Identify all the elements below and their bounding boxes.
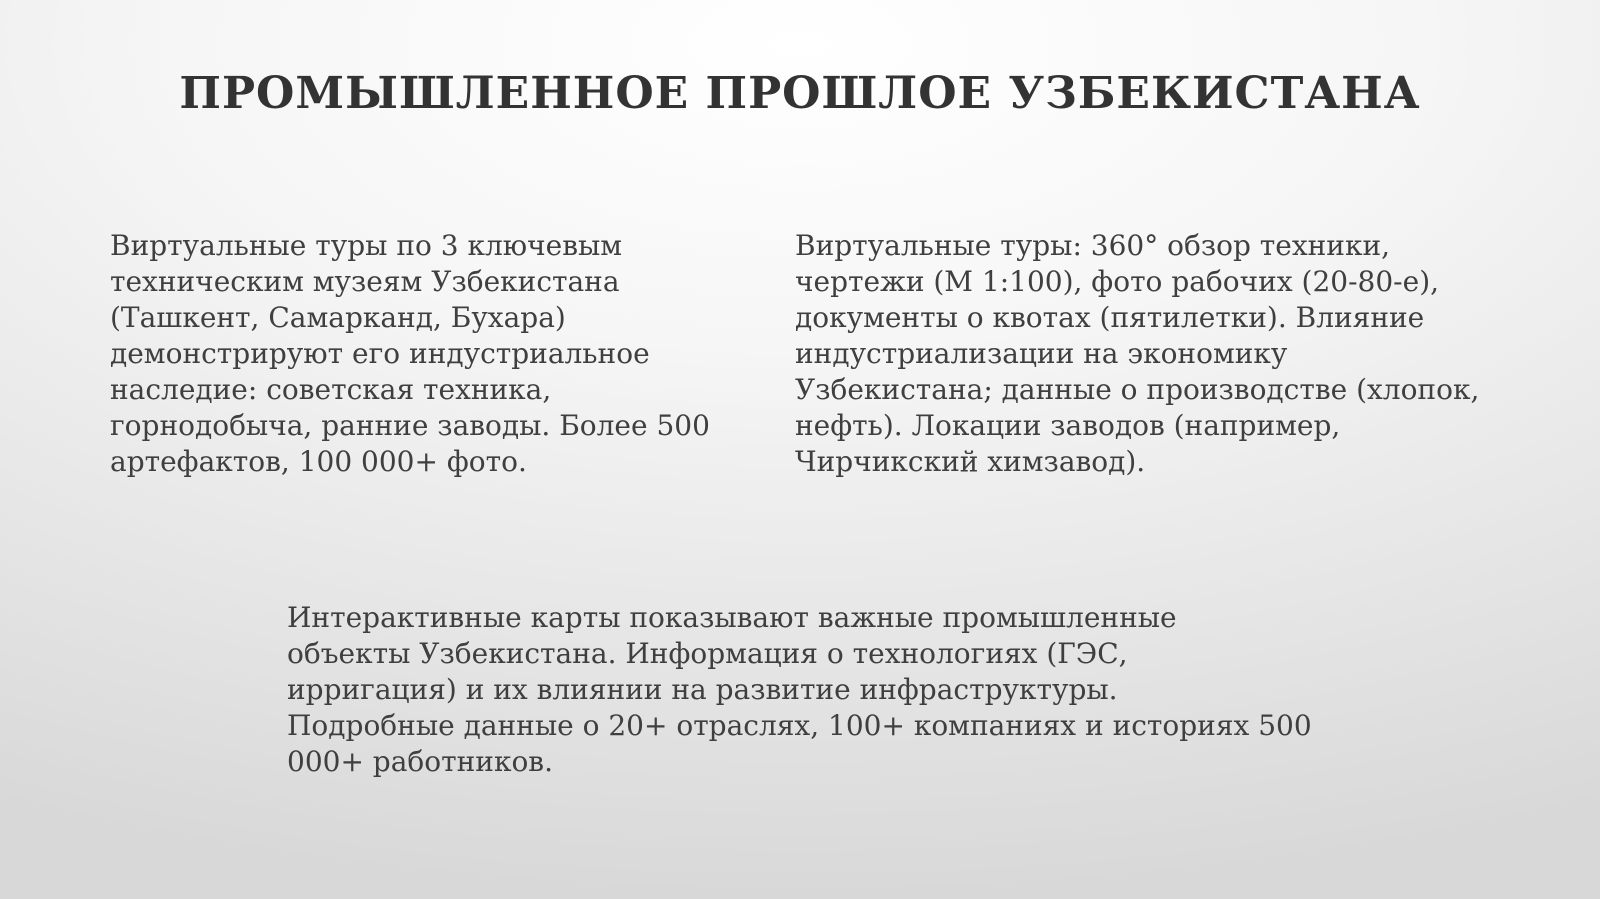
bottom-text-block: Интерактивные карты показывают важные промышленные объекты Узбекистана. Информация о технологиях (ГЭС, ирригация) и их влиянии на развитие инфраструктуры. Подробные данные о 20+ отраслях, 100+ компаниях и историях 500 000+ работников. [287, 601, 1312, 778]
slide-title: ПРОМЫШЛЕННОЕ ПРОШЛОЕ УЗБЕКИСТАНА [179, 68, 1421, 119]
left-text-block: Виртуальные туры по 3 ключевым техническим музеям Узбекистана (Ташкент, Самарканд, Бухара) демонстрируют его индустриальное наследие: советская техника, горнодобыча, ранние заводы. Более 500 артефактов, 100 000+ фото. [110, 229, 710, 478]
right-text-block: Виртуальные туры: 360° обзор техники, чертежи (М 1:100), фото рабочих (20-80-е), документы о квотах (пятилетки). Влияние индустриализации на экономику Узбекистана; данные о производстве (хлопок, нефть). Локации заводов (например, Чирчикский химзавод). [795, 229, 1480, 478]
